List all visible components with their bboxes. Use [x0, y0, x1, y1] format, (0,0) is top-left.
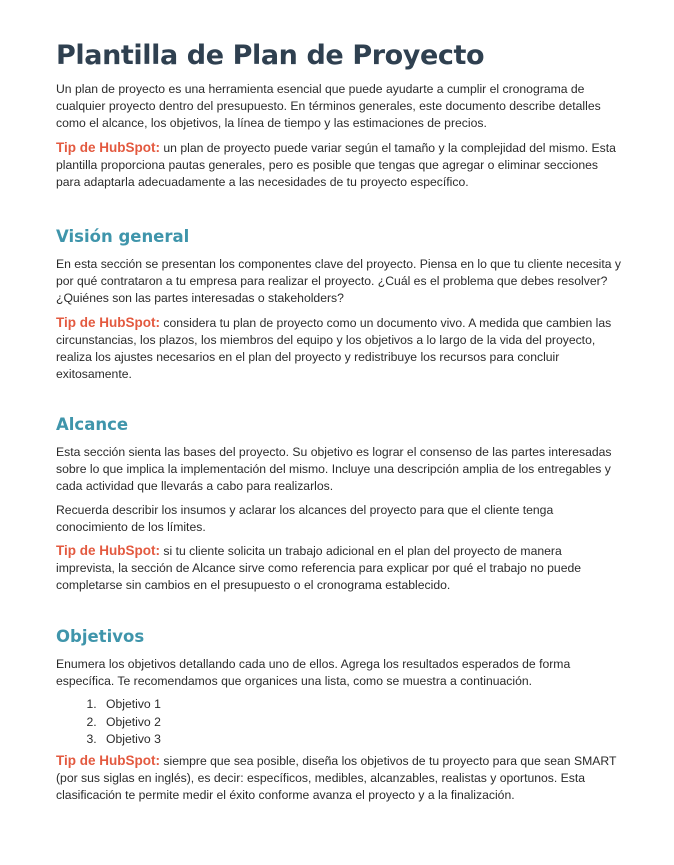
tip-text: un plan de proyecto puede variar según el tamaño y la complejidad del mismo. Esta plantilla proporciona pautas generales, pero es posible que tengas que agregar o eliminar secciones para adaptarla adecuadamente a las necesidades de tu proyecto específico. [56, 140, 616, 190]
section-tip [56, 752, 624, 805]
intro-paragraph: Un plan de proyecto es una herramienta esencial que puede ayudarte a cumplir el cronograma de cualquier proyecto dentro del presupuesto. En términos generales, este documento describe detalles como el alcance, los objetivos, la línea de tiempo y las estimaciones de precios. [56, 82, 601, 131]
section-heading: Alcance [56, 415, 129, 434]
section-tip [56, 542, 624, 595]
document-page [56, 38, 624, 803]
tip-text: siempre que sea posible, diseña los objetivos de tu proyecto para que sean SMART (por sus siglas en inglés), es decir: específicos, medibles, alcanzables, realistas y oportunos. Esta clasificación te permite medir el éxito conforme avanza el proyecto y a la finalización. [56, 754, 617, 803]
section-objetivos [56, 626, 624, 811]
document-title: Plantilla de Plan de Proyecto [56, 40, 485, 71]
section-tip [56, 314, 624, 384]
tip-text: si tu cliente solicita un trabajo adicional en el plan del proyecto de manera imprevista, la sección de Alcance sirve como referencia para explicar por qué el trabajo no puede completarse sin cambios en el presupuesto o el cronograma establecido. [56, 544, 582, 593]
section-heading: Objetivos [56, 627, 145, 646]
tip-label: Tip de HubSpot: [56, 314, 160, 330]
list-item: 1. Objetivo 1 [100, 696, 624, 713]
tip-text: considera tu plan de proyecto como un documento vivo. A medida que cambien las circunstancias, los plazos, los miembros del equipo y los objetivos a lo largo de la vida del proyecto, realiza los ajustes necesarios en el plan del proyecto y redistribuye los recursos para concluir exitosamente. [56, 315, 612, 382]
tip-label: Tip de HubSpot: [56, 543, 160, 559]
section-paragraph: Recuerda describir los insumos y aclarar los alcances del proyecto para que el cliente tenga conocimiento de los límites. [56, 502, 554, 534]
objectives-list [56, 696, 624, 748]
list-item: 3. Objetivo 3 [100, 731, 624, 748]
section-heading: Visión general [56, 227, 190, 246]
section-alcance [56, 414, 624, 601]
intro-tip [56, 139, 624, 192]
section-paragraph: Enumera los objetivos detallando cada uno de ellos. Agrega los resultados esperados de forma específica. Te recomendamos que organices una lista, como se muestra a continuación. [56, 657, 571, 689]
section-paragraph: En esta sección se presentan los componentes clave del proyecto. Piensa en lo que tu cliente necesita y por qué contrataron a tu empresa para realizar el proyecto. ¿Cuál es el problema que debes resolver? ¿Quiénes son las partes interesadas o stakeholders? [56, 257, 622, 306]
tip-label: Tip de HubSpot: [56, 139, 160, 155]
section-paragraph: Esta sección sienta las bases del proyecto. Su objetivo es lograr el consenso de las partes interesadas sobre lo que implica la implementación del mismo. Incluye una descripción amplia de los entregables y cada actividad que llevarás a cabo para realizarlos. [56, 445, 612, 494]
list-item: 2. Objetivo 2 [100, 714, 624, 731]
section-vision-general [56, 226, 624, 389]
tip-label: Tip de HubSpot: [56, 753, 160, 769]
